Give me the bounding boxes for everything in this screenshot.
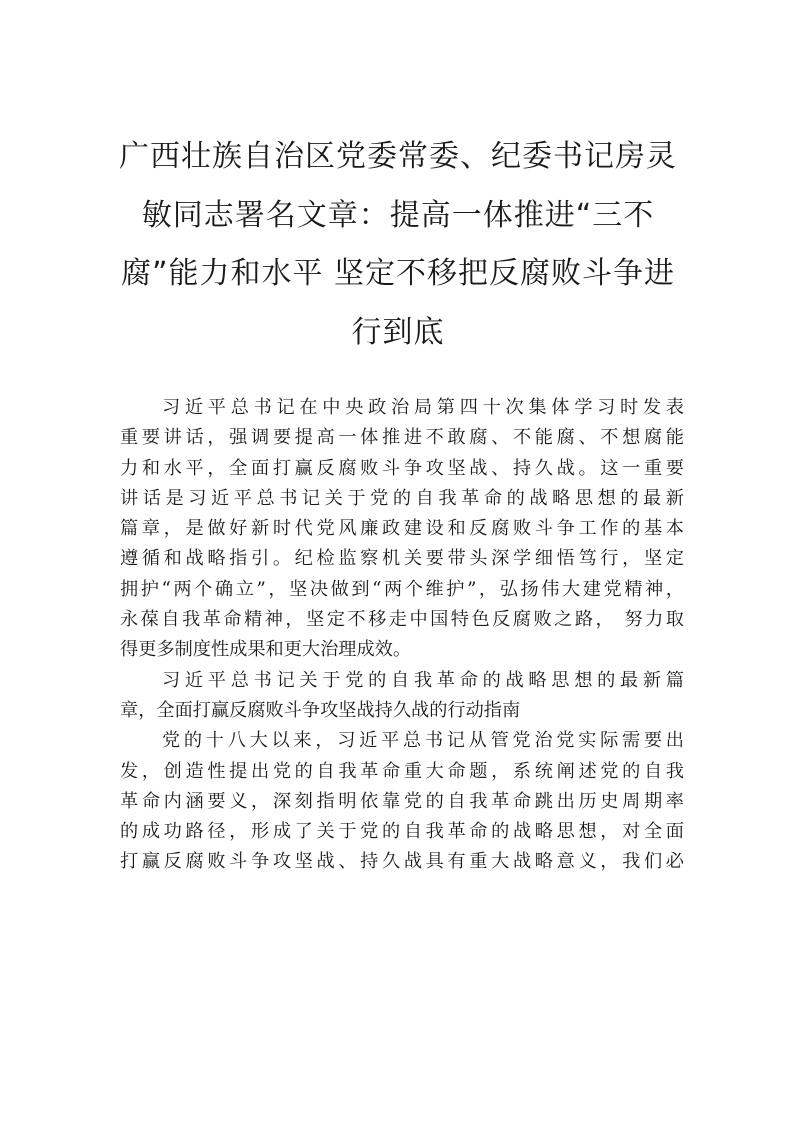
text-line: 革命内涵要义，深刻指明依靠党的自我革命跳出历史周期率 <box>120 790 684 812</box>
title-line: 腐”能力和水平 坚定不移把反腐败斗争进 <box>120 256 676 291</box>
article-title <box>118 128 678 362</box>
title-line: 敏同志署名文章：提高一体推进“三不 <box>141 197 655 233</box>
paragraph-body <box>120 726 684 877</box>
text-line: 重要讲话，强调要提高一体推进不敢腐、不能腐、不想腐能 <box>120 427 684 449</box>
text-line: 习近平总书记在中央政治局第四十次集体学习时发表 <box>162 397 684 418</box>
paragraph-intro <box>120 393 684 666</box>
section-heading <box>120 666 684 727</box>
text-line: 打赢反腐败斗争攻坚战、持久战具有重大战略意义，我们必 <box>120 851 684 873</box>
text-line: 发，创造性提出党的自我革命重大命题，系统阐述党的自我 <box>120 760 684 782</box>
text-line: 遵循和战略指引。纪检监察机关要带头深学细悟笃行，坚定 <box>120 548 684 570</box>
text-line: 得更多制度性成果和更大治理成效。 <box>120 639 412 661</box>
text-line: 讲话是习近平总书记关于党的自我革命的战略思想的最新 <box>120 487 684 509</box>
text-line: 拥护“两个确立”，坚决做到“两个维护”，弘扬伟大建党精神， <box>120 578 684 600</box>
title-line: 广西壮族自治区党委常委、纪委书记房灵 <box>119 139 677 174</box>
text-line: 永葆自我革命精神，坚定不移走中国特色反腐败之路， 努力取 <box>120 609 684 631</box>
text-line: 力和水平，全面打赢反腐败斗争攻坚战、持久战。这一重要 <box>120 457 684 479</box>
article-body <box>120 393 684 878</box>
title-line: 行到底 <box>351 314 445 350</box>
text-line: 篇章，是做好新时代党风廉政建设和反腐败斗争工作的基本 <box>120 518 684 540</box>
text-line: 的成功路径，形成了关于党的自我革命的战略思想，对全面 <box>120 821 684 843</box>
text-line: 习近平总书记关于党的自我革命的战略思想的最新篇 <box>162 669 684 691</box>
text-line: 党的十八大以来，习近平总书记从管党治党实际需要出 <box>162 730 684 752</box>
text-line: 章，全面打赢反腐败斗争攻坚战持久战的行动指南 <box>120 699 521 721</box>
